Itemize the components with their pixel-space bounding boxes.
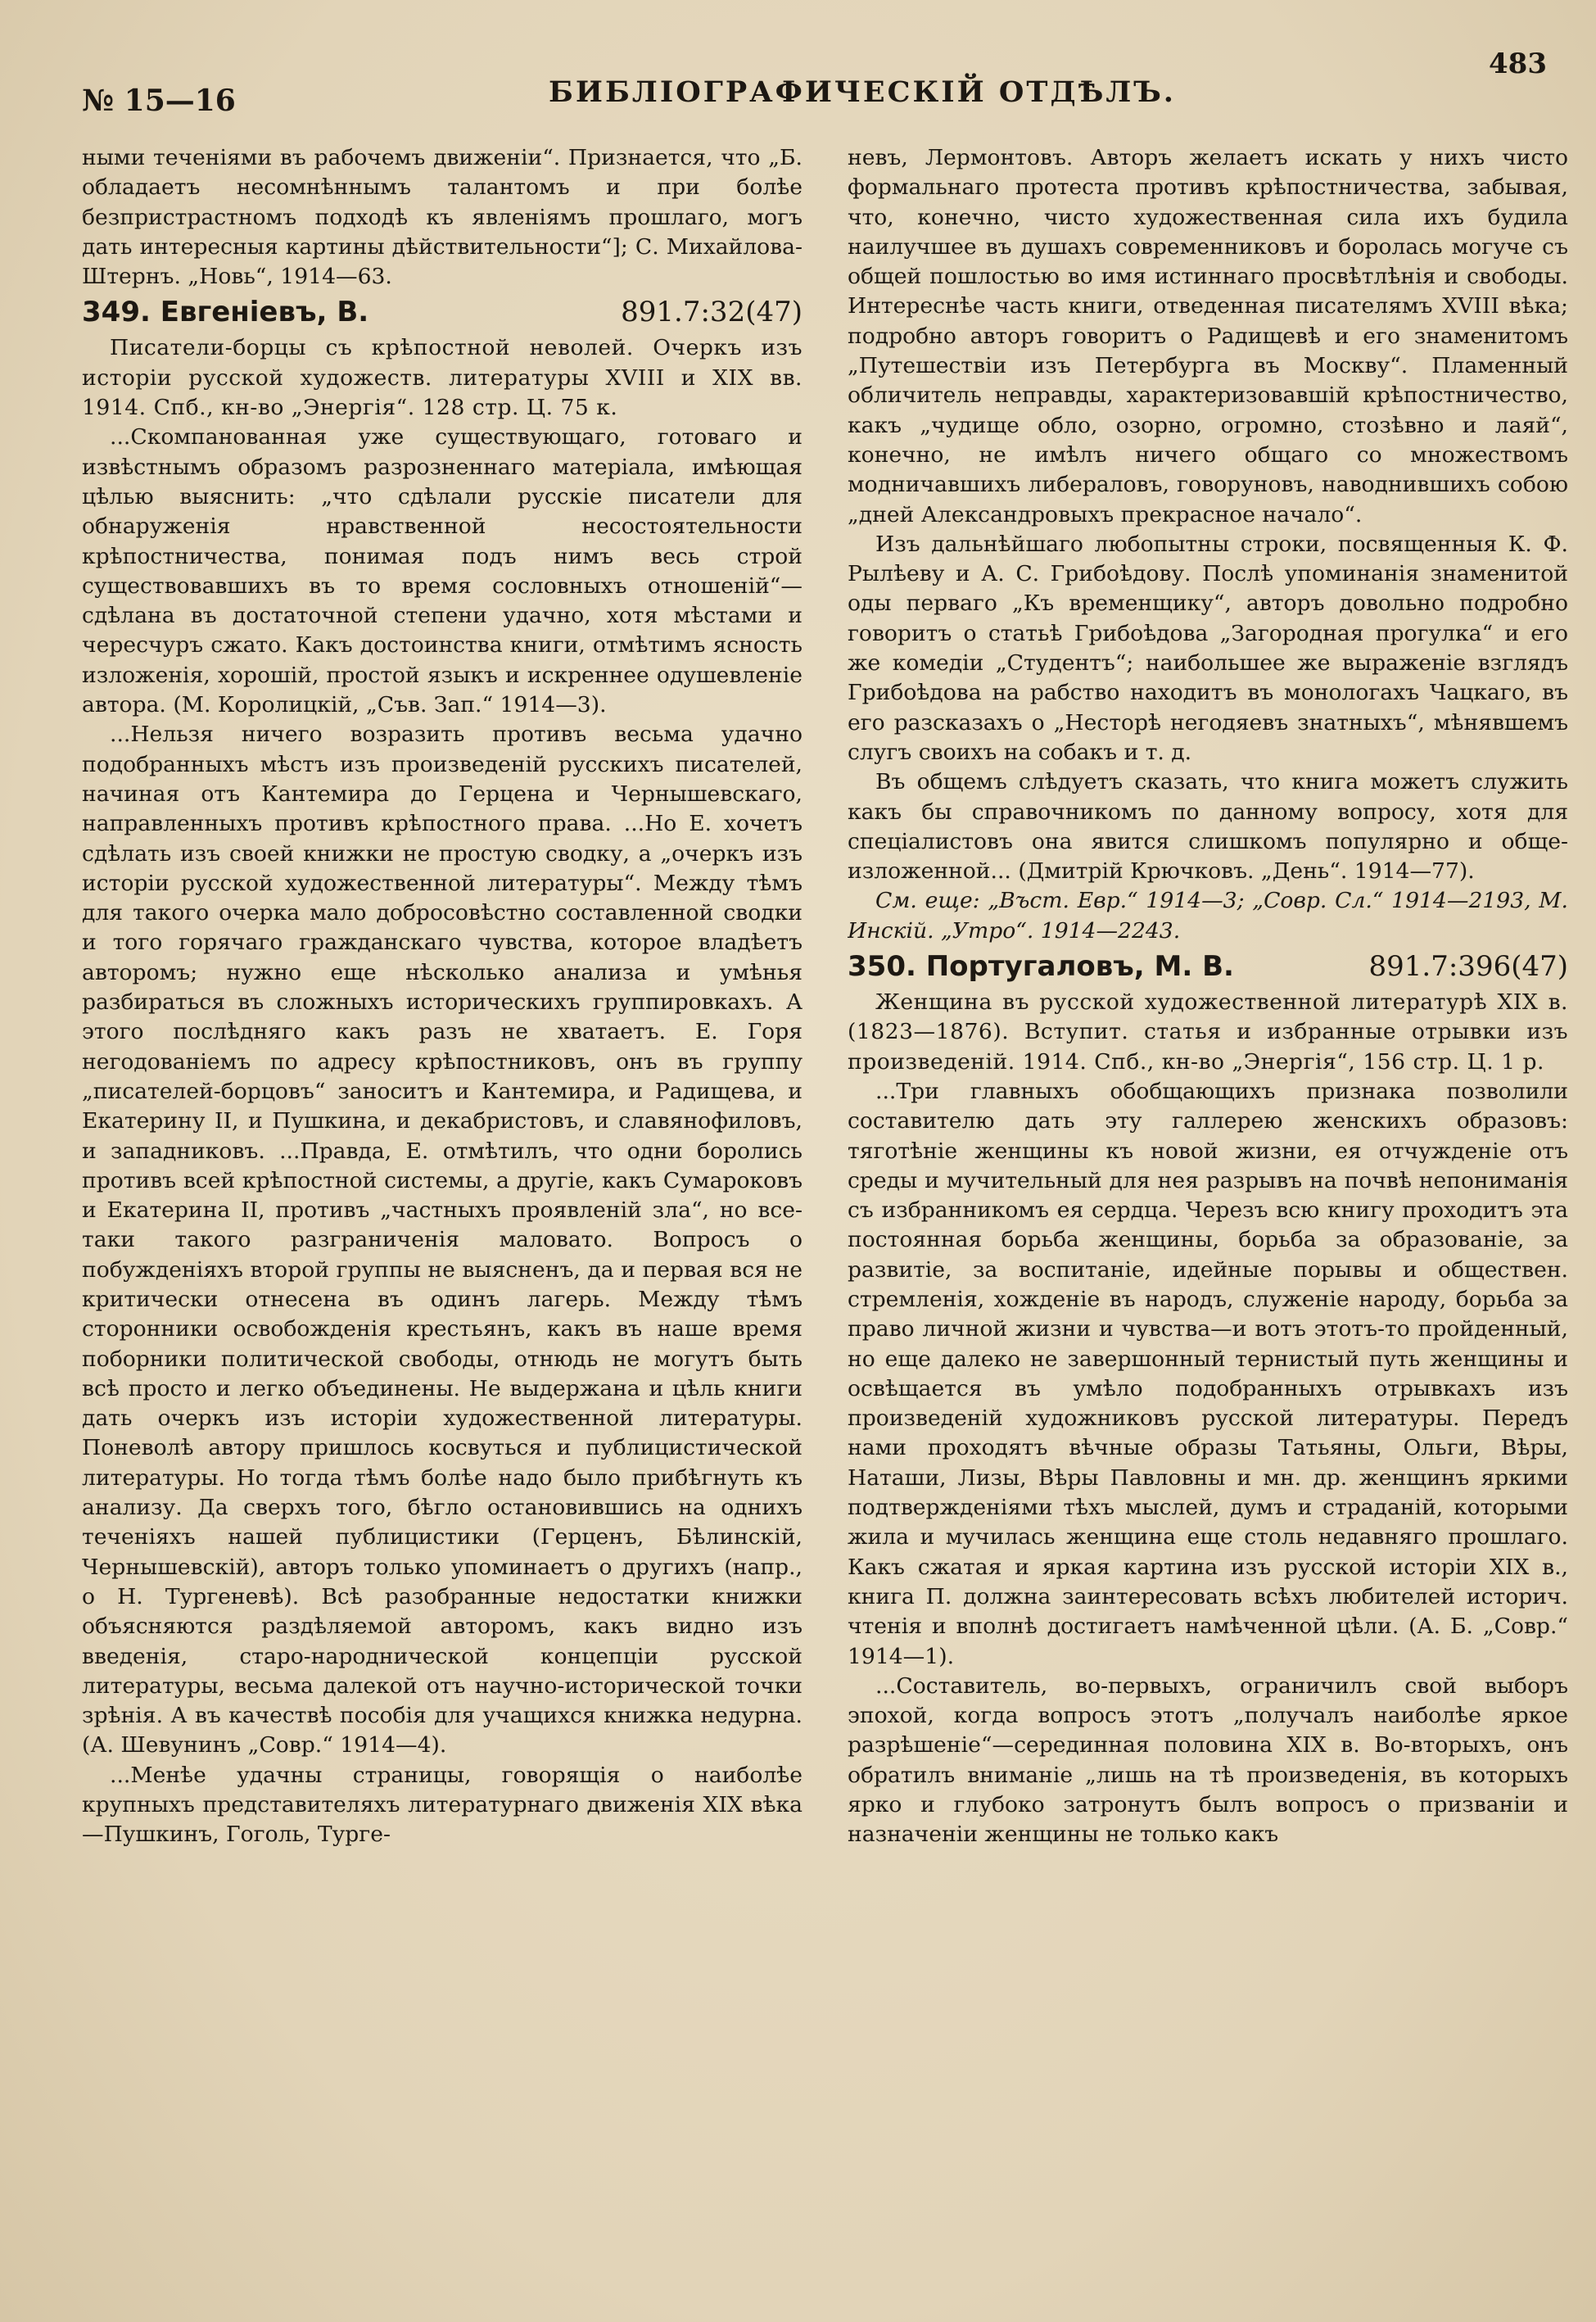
entry-349-see-also: См. еще: „Въст. Евр.“ 1914—3; „Совр. Сл.“ 1914—2193, М. Инскій. „Утро“. 1914—2243. <box>848 888 1568 944</box>
entry-350-udc: 891.7:396(47) <box>1368 950 1568 984</box>
issue-number: № 15—16 <box>82 84 236 118</box>
entry-349-review-3-paragraph-2: Изъ дальнѣйшаго любопытны строки, посвященныя К. Ф. Рылѣеву и А. С. Грибоѣдову. Послѣ упоминанія знаменитой оды перваго „Къ временщику“, авторъ довольно подробно говоритъ о статьѣ Грибоѣдова „Загородная прогулка“ и его же комедіи „Студентъ“; наибольшее же выраженіе взглядъ Грибоѣдова на рабство находитъ въ монологахъ Чацкаго, въ его разсказахъ о „Несторѣ негодяевъ знатныхъ“, мѣнявшемъ слугъ своихъ на собакъ и т. д. <box>848 531 1568 765</box>
entry-350-review-1: ...Три главныхъ обобщающихъ признака позволили составителю дать эту галлерею женскихъ образовъ: тяготѣніе женщины къ новой жизни, ея отчужденіе отъ среды и мучительный для нея разрывъ на почвѣ непониманія съ избранникомъ ея сердца. Черезъ всю книгу проходитъ эта постоянная борьба женщины, борьба за образованіе, за развитіе, за воспитаніе, идейные порывы и обществен. стремленія, хожденіе въ народъ, служеніе народу, борьба за право личной жизни и чувства—и вотъ этотъ-то пройденный, но еще далеко не завершонный тернистый путь женщины и освѣщается въ умѣло подобранныхъ отрывкахъ изъ произведеній художниковъ русской литературы. Передъ нами проходятъ вѣчные образы Татьяны, Ольги, Вѣры, Наташи, Лизы, Вѣры Павловны и мн. др. женщинъ яркими подтвержденіями тѣхъ мыслей, думъ и страданій, которыми жила и мучилась женщина еще столь недавняго прошлаго. Какъ сжатая и яркая картина изъ русской исторіи XIX в., книга П. должна заинтересовать всѣхъ любителей историч. чтенія и вполнѣ достигаетъ намѣченной цѣли. (А. Б. „Совр.“ 1914—1). <box>848 1078 1568 1669</box>
entry-350-review-2: ...Составитель, во-первыхъ, ограничилъ свой выборъ эпохой, когда вопросъ этотъ „получалъ наиболѣе яркое разрѣшеніе“—серединная половина XIX в. Во-вторыхъ, онъ обратилъ вниманіе „лишь на тѣ произведенія, въ которыхъ ярко и глубоко затронутъ былъ вопросъ о призваніи и назначеніи женщины не только какъ <box>848 1672 1568 1848</box>
entry-349-description: Писатели-борцы съ крѣпостной неволей. Очеркъ изъ исторіи русской художеств. литературы XVIII и XIX вв. 1914. Спб., кн-во „Энергія“. 128 стр. Ц. 75 к. <box>82 335 803 421</box>
entry-349-udc: 891.7:32(47) <box>621 296 803 329</box>
continued-review: ными теченіями въ рабочемъ движеніи“. Признается, что „Б. обладаетъ несомнѣннымъ талантомъ и при болѣе безпристрастномъ подходѣ къ явленіямъ прошлаго, могъ дать интересныя картины дѣйствительности“]; С. Михайлова-Штернъ. „Новь“, 1914—63. <box>82 145 803 290</box>
entry-350-heading <box>848 948 1568 985</box>
entry-349-review-1: ...Скомпанованная уже существующаго, готоваго и извѣстнымъ образомъ разрозненнаго матеріала, имѣющая цѣлью выяснить: „что сдѣлали русскіе писатели для обнаруженія нравственной несостоятельности крѣпостничества, понимая подъ нимъ весь строй существовавшихъ въ то время сословныхъ отношеній“—сдѣлана въ достаточной степени удачно, хотя мѣстами и чересчуръ сжато. Какъ достоинства книги, отмѣтимъ ясность изложенія, хорошій, простой языкъ и искреннее одушевленіе автора. (М. Королицкій, „Съв. Зап.“ 1914—3). <box>82 424 803 718</box>
entry-350-title: 350. Португаловъ, М. В. <box>848 950 1234 984</box>
entry-349-review-3: ...Менѣе удачны страницы, говорящія о наиболѣе крупныхъ представителяхъ литературнаго движенія XIX вѣка—Пушкинъ, Гоголь, Турге- <box>82 1762 803 1848</box>
running-header <box>82 48 1547 121</box>
left-column <box>82 143 803 2306</box>
page-number: 483 <box>1489 48 1547 80</box>
entry-349-review-3-continued: невъ, Лермонтовъ. Авторъ желаетъ искать у нихъ чисто формальнаго протеста противъ крѣпостничества, забывая, что, конечно, чисто художественная сила ихъ будила наилучшее въ душахъ современниковъ и боролась могуче съ общей пошлостью во имя истиннаго просвѣтлѣнія и свободы. Интереснѣе часть книги, отведенная писателямъ XVIII вѣка; подробно авторъ говоритъ о Радищевѣ и его знаменитомъ „Путешествіи изъ Петербурга въ Москву“. Пламенный обличитель неправды, характеризовавшій крѣпостничество, какъ „чудище обло, озорно, огромно, стозѣвно и лаяй“, конечно, не имѣлъ ничего общаго со множествомъ модничавшихъ либераловъ, говоруновъ, наводнившихъ собою „дней Александровыхъ прекрасное начало“. <box>848 145 1568 527</box>
entry-349-review-2: ...Нельзя ничего возразить противъ весьма удачно подобранныхъ мѣстъ изъ произведеній русскихъ писателей, начиная отъ Кантемира до Герцена и Чернышевскаго, направленныхъ противъ крѣпостного права. ...Но Е. хочетъ сдѣлать изъ своей книжки не простую сводку, а „очеркъ изъ исторіи русской художественной литературы“. Между тѣмъ для такого очерка мало добросовѣстно составленной сводки и того горячаго гражданскаго чувства, которое владѣетъ авторомъ; нужно еще нѣсколько анализа и умѣнья разбираться въ сложныхъ историческихъ группировкахъ. А этого послѣдняго какъ разъ не хватаетъ. Е. Горя негодованіемъ по адресу крѣпостниковъ, онъ въ группу „писателей-борцовъ“ заноситъ и Кантемира, и Радищева, и Екатерину II, и Пушкина, и декабристовъ, и славянофиловъ, и западниковъ. ...Правда, Е. отмѣтилъ, что одни боролись противъ всей крѣпостной системы, а другіе, какъ Сумароковъ и Екатерина II, противъ „частныхъ проявленій зла“, но все-таки такого разграниченія маловато. Вопросъ о побужденіяхъ второй группы не выясненъ, да и первая вся не критически отнесена въ одинъ лагерь. Между тѣмъ сторонники освобожденія крестьянъ, какъ въ наше время поборники политической свободы, отнюдь не могутъ быть всѣ просто и легко объединены. Не выдержана и цѣль книги дать очеркъ изъ исторіи художественной литературы. Поневолѣ автору пришлось косвуться и публицистической литературы. Но тогда тѣмъ болѣе надо было прибѣгнуть къ анализу. Да сверхъ того, бѣгло остановившись на однихъ теченіяхъ нашей публицистики (Герценъ, Бѣлинскій, Чернышевскій), авторъ только упоминаетъ о другихъ (напр., о Н. Тургеневѣ). Всѣ разобранные недостатки книжки объясняются раздѣляемой авторомъ, какъ видно изъ введенія, старо-народнической концепціи русской литературы, весьма далекой отъ научно-исторической точки зрѣнія. А въ качествѣ пособія для учащихся книжка недурна. (А. Шевунинъ „Совр.“ 1914—4). <box>82 722 803 1758</box>
entry-349-review-3-paragraph-3: Въ общемъ слѣдуетъ сказать, что книга можетъ служить какъ бы справочникомъ по данному вопросу, хотя для спеціалистовъ она явится слишкомъ популярно и обще-изложенной... (Дмитрій Крючковъ. „День“. 1914—77). <box>848 769 1568 885</box>
section-title: БИБЛІОГРАФИЧЕСКІЙ ОТДѢЛЪ. <box>549 75 1176 109</box>
entry-349-title: 349. Евгеніевъ, В. <box>82 296 369 329</box>
right-column <box>848 143 1568 2306</box>
entry-350-description: Женщина въ русской художественной литературѣ XIX в. (1823—1876). Вступит. статья и избранные отрывки изъ произведеній. 1914. Спб., кн-во „Энергія“, 156 стр. Ц. 1 р. <box>848 989 1568 1075</box>
entry-349-heading <box>82 293 803 331</box>
